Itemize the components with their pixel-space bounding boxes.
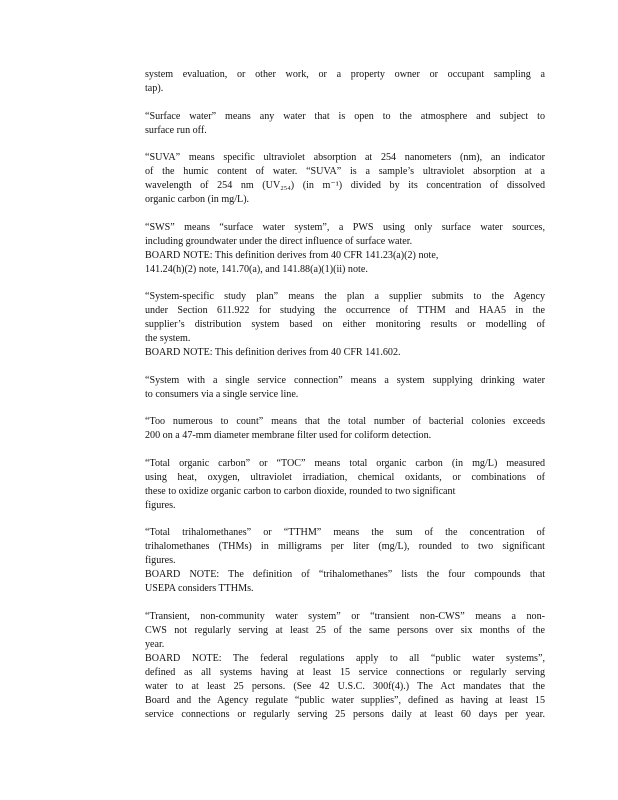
text-line: defined as all systems having at least 15 service connections or regularly serving — [145, 666, 545, 678]
text-line: CWS not regularly serving at least 25 of the same persons over six months of the — [145, 624, 545, 636]
para-single-service-connection — [145, 374, 545, 402]
text-line: wavelength of 254 nm (UV₂₅₄) (in m⁻¹) divided by its concentration of dissolved — [145, 180, 545, 191]
text-line: of the humic content of water. “SUVA” is a sample’s ultraviolet absorption at a — [145, 166, 545, 177]
text-line: BOARD NOTE: This definition derives from 40 CFR 141.602. — [145, 347, 401, 358]
text-line: to consumers via a single service line. — [145, 388, 299, 400]
text-line: BOARD NOTE: This definition derives from 40 CFR 141.23(a)(2) note, — [145, 249, 439, 261]
text-line: “System-specific study plan” means the plan a supplier submits to the Agency — [145, 291, 545, 302]
text-line: figures. — [145, 499, 176, 511]
text-line: water to at least 25 persons. (See 42 U.S.C. 300f(4).) The Act mandates that the — [145, 680, 545, 692]
text-line: BOARD NOTE: The definition of “trihalomethanes” lists the four compounds that — [145, 569, 545, 580]
text-line: “SWS” means “surface water system”, a PWS using only surface water sources, — [145, 221, 545, 233]
text-line: figures. — [145, 555, 176, 566]
text-line: year. — [145, 638, 165, 650]
para-sws — [145, 221, 545, 277]
text-line: “Total trihalomethanes” or “TTHM” means the sum of the concentration of — [145, 527, 545, 538]
text-line: trihalomethanes (THMs) in milligrams per liter (mg/L), rounded to two significant — [145, 541, 545, 552]
text-line: BOARD NOTE: The federal regulations apply to all “public water systems”, — [145, 652, 545, 664]
para-total-trihalomethanes — [145, 526, 545, 596]
text-line: Board and the Agency regulate “public water supplies”, defined as having at least 15 — [145, 694, 545, 706]
text-line: “System with a single service connection” means a system supplying drinking water — [145, 374, 545, 386]
text-line: 200 on a 47-mm diameter membrane filter used for coliform detection. — [145, 430, 432, 441]
text-line: including groundwater under the direct influence of surface water. — [145, 235, 413, 247]
text-line: “Surface water” means any water that is open to the atmosphere and subject to — [145, 110, 545, 122]
text-line: under Section 611.922 for studying the occurrence of TTHM and HAA5 in the — [145, 305, 545, 316]
para-system-evaluation-continued — [145, 68, 545, 96]
text-line: system evaluation, or other work, or a property owner or occupant sampling a — [145, 69, 545, 80]
text-line: the system. — [145, 333, 191, 344]
text-line: “Total organic carbon” or “TOC” means total organic carbon (in mg/L) measured — [145, 457, 545, 469]
text-line: “SUVA” means specific ultraviolet absorption at 254 nanometers (nm), an indicator — [145, 152, 545, 163]
text-line: these to oxidize organic carbon to carbon dioxide, rounded to two significant — [145, 485, 456, 497]
para-surface-water — [145, 110, 545, 138]
document-page — [145, 68, 545, 735]
para-suva — [145, 151, 545, 207]
text-line: USEPA considers TTHMs. — [145, 583, 254, 594]
text-line: “Too numerous to count” means that the total number of bacterial colonies exceeds — [145, 416, 545, 427]
text-line: tap). — [145, 83, 164, 94]
text-line: supplier’s distribution system based on either monitoring results or modelling of — [145, 319, 545, 330]
text-line: service connections or regularly serving 25 persons daily at least 60 days per year. — [145, 708, 545, 720]
para-too-numerous-to-count — [145, 415, 545, 443]
text-line: surface run off. — [145, 124, 207, 136]
text-line: organic carbon (in mg/L). — [145, 194, 250, 205]
para-system-specific-study-plan — [145, 290, 545, 360]
text-line: “Transient, non-community water system” or “transient non-CWS” means a non- — [145, 610, 545, 622]
text-line: 141.24(h)(2) note, 141.70(a), and 141.88(a)(1)(ii) note. — [145, 263, 368, 275]
para-transient-non-community — [145, 610, 545, 722]
para-total-organic-carbon — [145, 457, 545, 513]
text-line: using heat, oxygen, ultraviolet irradiation, chemical oxidants, or combinations of — [145, 471, 545, 483]
